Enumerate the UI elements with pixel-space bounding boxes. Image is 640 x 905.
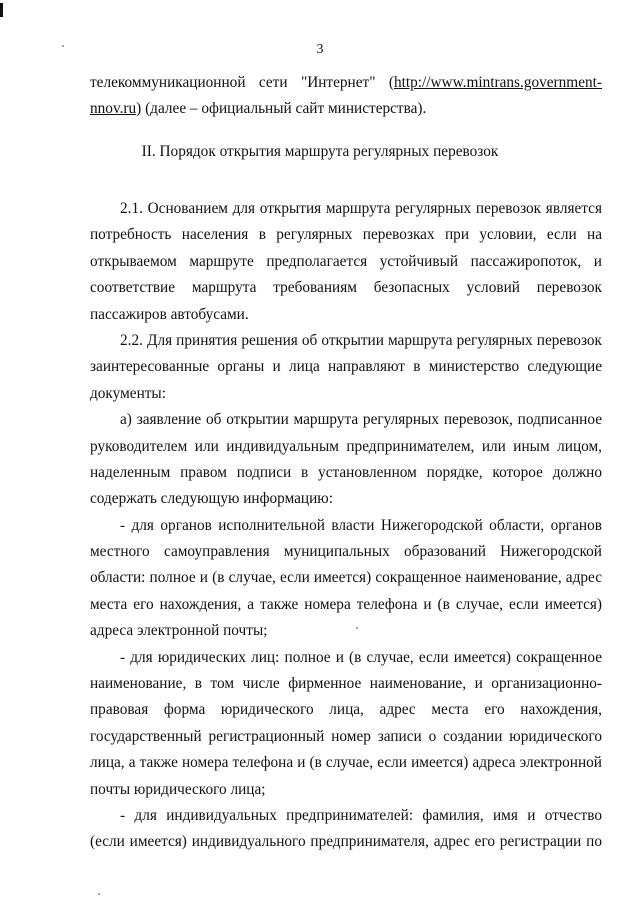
- body-line: (если имеется) индивидуального предпринимателя, адрес его регистрации по: [90, 833, 602, 851]
- body-line: соответствие маршрута требованиям безопасных условий перевозок: [90, 279, 602, 297]
- body-line: адреса электронной почты;: [90, 622, 268, 640]
- scan-speck: [98, 893, 100, 895]
- body-line: а) заявление об открытии маршрута регулярных перевозок, подписанное: [120, 411, 602, 429]
- body-line: 2.2. Для принятия решения об открытии маршрута регулярных перевозок: [120, 331, 602, 349]
- body-line: - для органов исполнительной власти Нижегородской области, органов: [120, 516, 602, 534]
- body-line: правовая форма юридического лица, адрес места его нахождения,: [90, 701, 602, 719]
- body-line: потребность населения в регулярных перевозках при условии, если на: [90, 226, 602, 244]
- body-line: 2.1. Основанием для открытия маршрута регулярных перевозок является: [120, 200, 602, 217]
- ministry-website-link-cont[interactable]: nnov.ru: [90, 100, 137, 118]
- intro-text-end: ) (далее – официальный сайт министерства).: [136, 100, 427, 118]
- body-line: наделенным правом подписи в установленном порядке, которое должно: [90, 463, 602, 481]
- body-line: содержать следующую информацию:: [90, 490, 333, 508]
- body-text: [90, 196, 602, 856]
- intro-text: телекоммуникационной сети "Интернет" (: [90, 74, 394, 91]
- page-number: 3: [316, 42, 324, 57]
- body-line: почты юридического лица;: [90, 780, 266, 798]
- ministry-website-link[interactable]: http://www.mintrans.government-: [393, 74, 602, 91]
- body-line: наименование, в том числе фирменное наименование, и организационно-: [90, 675, 602, 693]
- scan-edge-mark: [0, 3, 3, 17]
- body-line: пассажиров автобусами.: [90, 305, 249, 323]
- intro-line-1: [90, 70, 602, 96]
- intro-line-2: [90, 96, 602, 122]
- body-line: места его нахождения, а также номера телефона и (в случае, если имеется): [90, 595, 602, 613]
- body-line: руководителем или индивидуальным предпринимателем, или иным лицом,: [90, 437, 602, 455]
- body-line: - для индивидуальных предпринимателей: фамилия, имя и отчество: [120, 806, 602, 824]
- body-line: области: полное и (в случае, если имеется) сокращенное наименование, адрес: [90, 569, 602, 587]
- body-line: документы:: [90, 384, 166, 402]
- body-line: заинтересованные органы и лица направляют в министерство следующие: [90, 358, 602, 376]
- body-line: лица, а также номера телефона и (в случае, если имеется) адреса электронной: [90, 754, 602, 772]
- body-line: местного самоуправления муниципальных образований Нижегородской: [90, 543, 602, 561]
- body-line: - для юридических лиц: полное и (в случае, если имеется) сокращенное: [120, 648, 602, 666]
- intro-paragraph: [90, 70, 602, 123]
- body-line: открываемом маршруте предполагается устойчивый пассажиропоток, и: [90, 252, 602, 270]
- section-heading: II. Порядок открытия маршрута регулярных перевозок: [141, 143, 499, 160]
- body-line: государственный регистрационный номер записи о создании юридического: [90, 727, 602, 745]
